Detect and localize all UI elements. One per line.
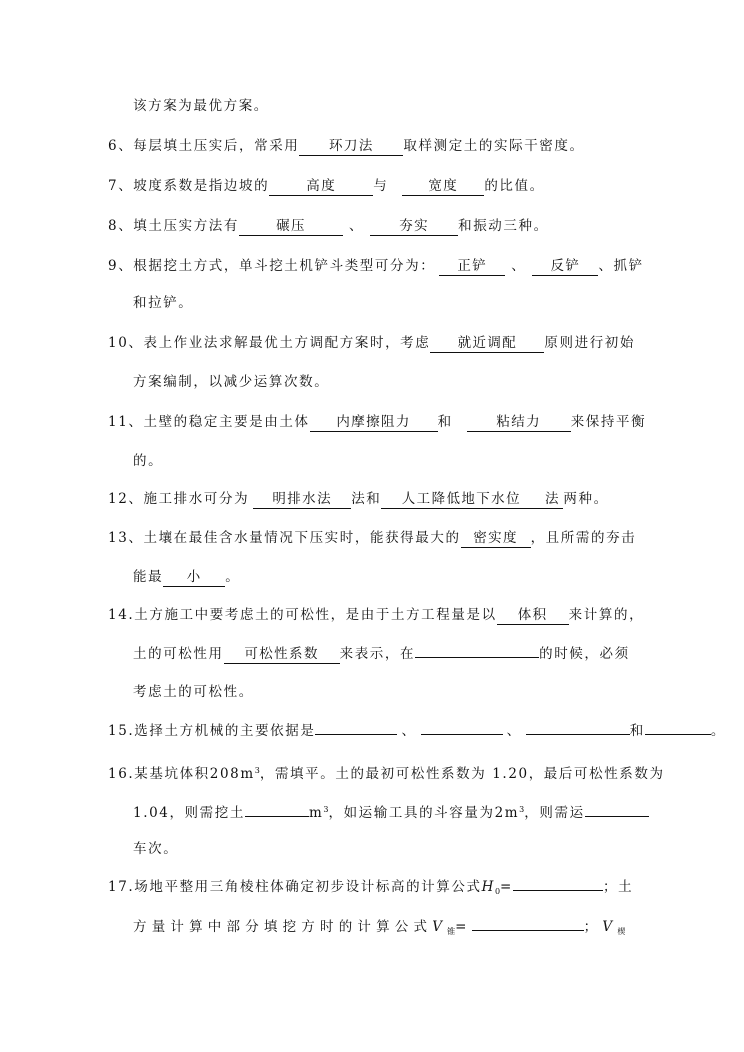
formula-symbol: V <box>602 919 618 935</box>
capacity-value: 2m <box>494 805 520 821</box>
answer-blank: 反铲 <box>532 258 598 276</box>
volume-value: 208m <box>209 766 255 782</box>
question-text: ，且所需的夯击 <box>530 530 637 546</box>
question-text: 法和 <box>351 491 382 507</box>
empty-blank <box>421 734 503 735</box>
question-text: 取样测定土的实际干密度。 <box>403 138 585 154</box>
question-11-continuation <box>133 451 163 471</box>
question-9-continuation <box>133 293 193 313</box>
empty-blank <box>315 734 397 735</box>
question-text: 1.04，则需挖土 <box>133 805 245 821</box>
question-text: ；土 <box>602 879 634 895</box>
empty-blank <box>585 816 649 817</box>
question-text: 、 <box>349 218 365 234</box>
question-text: 。 <box>225 569 241 585</box>
question-text: 10、表上作业法求解最优土方调配方案时，考虑 <box>108 335 431 351</box>
question-text: 。 <box>710 723 726 739</box>
formula-symbol: H <box>481 879 495 895</box>
question-7 <box>108 176 545 196</box>
question-text: 17.场地平整用三角棱柱体确定初步设计标高的计算公式 <box>108 879 482 895</box>
superscript: 3 <box>323 805 329 814</box>
text-line-continuation <box>133 96 269 116</box>
answer-blank: 碾压 <box>239 218 343 236</box>
question-11 <box>108 412 646 432</box>
answer-blank: 明排水法 <box>253 491 351 509</box>
empty-blank <box>526 734 630 735</box>
question-text: 和 <box>629 723 645 739</box>
question-16 <box>108 761 665 784</box>
semicolon: ； <box>583 919 603 935</box>
question-text: 考虑土的可松性。 <box>133 684 254 700</box>
answer-blank: 就近调配 <box>430 335 544 353</box>
question-16-line-3 <box>133 839 178 859</box>
subscript: 锥 <box>447 927 456 936</box>
answer-blank: 内摩擦阻力 <box>310 414 438 432</box>
answer-blank: 高度 <box>269 178 373 196</box>
question-text: 、 <box>506 723 522 739</box>
question-text: 的比值。 <box>484 178 545 194</box>
question-text: 7、坡度系数是指边坡的 <box>108 178 270 194</box>
question-text: 方量计算中部分填挖方时的计算公式 <box>133 919 433 935</box>
answer-blank: 体积 <box>497 607 569 625</box>
empty-blank <box>472 930 584 931</box>
equals-sign: = <box>455 919 472 935</box>
question-text: 与 <box>373 178 389 194</box>
answer-blank: 宽度 <box>402 178 484 196</box>
empty-blank <box>245 816 309 817</box>
question-text: ，需填平。土的最初可松性系数为 1.20，最后可松性系数为 <box>259 766 665 782</box>
question-text: 13、土壤在最佳含水量情况下压实时，能获得最大的 <box>108 530 461 546</box>
question-6 <box>108 136 585 156</box>
question-10-continuation <box>133 372 329 392</box>
superscript: 3 <box>519 805 525 814</box>
question-text: 11、土壁的稳定主要是由土体 <box>108 414 310 430</box>
question-17 <box>108 877 633 902</box>
answer-blank: 粘结力 <box>467 414 571 432</box>
question-15 <box>108 721 726 741</box>
answer-blank: 可松性系数 <box>224 646 340 664</box>
empty-blank <box>415 657 539 658</box>
answer-blank: 法 <box>541 491 563 509</box>
question-text: 车次。 <box>133 841 179 857</box>
question-text: 来保持平衡 <box>570 414 647 430</box>
question-14-line-2 <box>133 644 630 664</box>
question-text: 6、每层填土压实后，常采用 <box>108 138 300 154</box>
question-text: 15.选择土方机械的主要依据是 <box>108 723 316 739</box>
answer-blank: 密实度 <box>461 530 531 548</box>
unit-text: m <box>308 805 324 821</box>
empty-blank <box>645 734 711 735</box>
question-text: 来计算的， <box>568 607 645 623</box>
question-text: 16.某基坑体积 <box>108 766 210 782</box>
question-text: 12、施工排水可分为 <box>108 491 250 507</box>
question-text: 和拉铲。 <box>133 295 194 311</box>
question-text: 、 <box>511 258 527 274</box>
question-text: ，则需运 <box>524 805 585 821</box>
question-9 <box>108 256 644 276</box>
question-text: 原则进行初始 <box>544 335 635 351</box>
question-13-continuation <box>133 567 240 587</box>
question-text: 和 <box>437 414 453 430</box>
question-text: 和振动三种。 <box>458 218 549 234</box>
answer-blank: 小 <box>163 569 225 587</box>
question-12 <box>108 489 609 509</box>
question-13 <box>108 528 636 548</box>
question-14-line-3 <box>133 682 254 702</box>
question-text: 、抓铲 <box>598 258 644 274</box>
superscript: 3 <box>254 766 260 775</box>
question-16-line-2 <box>133 800 649 823</box>
question-17-line-2 <box>133 917 625 942</box>
question-text: 的时候，必须 <box>539 646 630 662</box>
answer-blank: 环刀法 <box>299 138 403 156</box>
answer-blank: 人工降低地下水位 <box>381 491 541 509</box>
question-text: ，如运输工具的斗容量为 <box>328 805 495 821</box>
empty-blank <box>513 890 603 891</box>
question-14 <box>108 605 644 625</box>
question-text: 土的可松性用 <box>133 646 224 662</box>
question-8 <box>108 216 549 236</box>
subscript: 楔 <box>617 927 626 936</box>
equals-sign: = <box>500 879 513 895</box>
question-text: 的。 <box>133 453 164 469</box>
question-text: 、 <box>401 723 417 739</box>
continuation-text: 该方案为最优方案。 <box>133 98 269 114</box>
answer-blank: 正铲 <box>439 258 505 276</box>
question-10 <box>108 333 635 353</box>
subscript: 0 <box>494 887 501 896</box>
answer-blank: 夯实 <box>370 218 458 236</box>
question-text: 能最 <box>133 569 164 585</box>
question-text: 两种。 <box>563 491 609 507</box>
question-text: 来表示，在 <box>339 646 416 662</box>
question-text: 方案编制，以减少运算次数。 <box>133 374 330 390</box>
formula-symbol: V <box>432 919 448 935</box>
question-text: 9、根据挖土方式，单斗挖土机铲斗类型可分为： <box>108 258 436 274</box>
question-text: 8、填土压实方法有 <box>108 218 239 234</box>
question-text: 14.土方施工中要考虑土的可松性，是由于土方工程量是以 <box>108 607 497 623</box>
